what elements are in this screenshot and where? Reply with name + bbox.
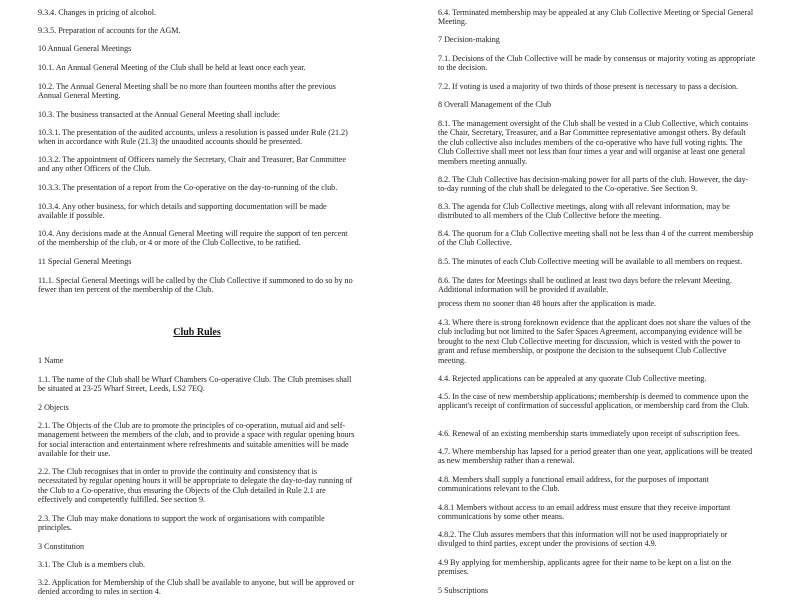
paragraph: 8.6. The dates for Meetings shall be outlined at least two days before the relevant Meeting. Additional information will be provided if available. — [438, 276, 732, 295]
paragraph: 4.8.1 Members without access to an email address must ensure that they receive important communications by some other means. — [438, 503, 731, 522]
section-heading: 5 Subscriptions — [438, 586, 489, 595]
paragraph: 4.9 By applying for membership, applicants agree for their name to be kept on a list on the premises. — [438, 558, 732, 577]
paragraph: 4.4. Rejected applications can be appealed at any quorate Club Collective meeting. — [438, 374, 707, 383]
paragraph: 10.3.3. The presentation of a report from the Co-operative on the day-to-running of the club. — [38, 183, 338, 192]
paragraph: 3.1. The Club is a members club. — [38, 560, 146, 569]
paragraph: 2.3. The Club may make donations to support the work of organisations with compatible principles. — [38, 514, 325, 533]
paragraph: 10.3.2. The appointment of Officers namely the Secretary, Chair and Treasurer, Bar Committee and any other Officers of the Club. — [38, 155, 346, 174]
section-heading: 2 Objects — [38, 403, 69, 412]
paragraph: 8.4. The quorum for a Club Collective meeting shall not be less than 4 of the current membership of the Club Collective. — [438, 229, 754, 248]
paragraph: 2.2. The Club recognises that in order to provide the continuity and consistency that is necessitated by regular opening hours it will be appropriate to delegate the day-to-day running of the Club to a Co-operative, thus ensuring the Objects of the Club detailed in Rule 2.1 are effectively and competently fulfilled. See section 9. — [38, 467, 353, 505]
paragraph: 8.3. The agenda for Club Collective meetings, along with all relevant information, may be distributed to all members of the Club Collective before the meeting. — [438, 202, 730, 221]
paragraph: 1.1. The name of the Club shall be Wharf Chambers Co-operative Club. The Club premises shall be situated at 23-25 Wharf Street, Leeds, LS2 7EQ. — [38, 375, 352, 394]
paragraph: 8.2. The Club Collective has decision-making power for all parts of the club. However, the day-to-day running of the club shall be delegated to the Co-operative. See Section 9. — [438, 175, 749, 194]
paragraph: 4.3. Where there is strong foreknown evidence that the applicant does not share the values of the club including but not limited to the Safer Spaces Agreement, accompanying evidence will be brought to the next Club Collective meeting for discussion, which is vested with the power to grant and refuse membership, or postpone the decision to the subsequent Club Collective meeting. — [438, 318, 751, 365]
paragraph: 8.1. The management oversight of the Club shall be vested in a Club Collective, which contains the Chair, Secretary, Treasurer, and a Bar Committee representative amongst others. By default the club collective also includes members of the co-operative who have full voting rights. The Club Collective shall meet not less than four times a year and will organise at least one general members meeting annually. — [438, 119, 749, 166]
paragraph: 7.2. If voting is used a majority of two thirds of those present is necessary to pass a decision. — [438, 82, 739, 91]
paragraph: 10.1. An Annual General Meeting of the Club shall be held at least once each year. — [38, 63, 306, 72]
section-heading: 10 Annual General Meetings — [38, 44, 132, 53]
paragraph: 10.3.1. The presentation of the audited accounts, unless a resolution is passed under Rule (21.2) when in accordance with Rule (21.3) the unaudited accounts should be presented. — [38, 128, 348, 147]
paragraph: 10.4. Any decisions made at the Annual General Meeting will require the support of ten percent of the membership of the club, or 4 or more of the Club Collective, to be ratified. — [38, 229, 348, 248]
section-heading: 1 Name — [38, 356, 64, 365]
paragraph: 9.3.5. Preparation of accounts for the AGM. — [38, 26, 181, 35]
paragraph: 9.3.4. Changes in pricing of alcohol. — [38, 8, 157, 17]
paragraph: 3.2. Application for Membership of the Club shall be available to anyone, but will be approved or denied according to rules in section 4. — [38, 578, 355, 597]
section-heading: 7 Decision-making — [438, 35, 500, 44]
club-rules-title: Club Rules — [173, 327, 221, 338]
paragraph: 10.3. The business transacted at the Annual General Meeting shall include: — [38, 110, 281, 119]
paragraph: 11.1. Special General Meetings will be called by the Club Collective if summoned to do so by no fewer than ten percent of the membership of the Club. — [38, 276, 353, 295]
paragraph: 7.1. Decisions of the Club Collective will be made by consensus or majority voting as appropriate to the decision. — [438, 54, 756, 73]
paragraph: 2.1. The Objects of the Club are to promote the principles of co-operation, mutual aid and self-management between the members of the club, and to provide a space with regular opening hours for social interaction and entertainment where refreshments and suitable amenities will be made available for their use. — [38, 421, 355, 459]
section-heading: 11 Special General Meetings — [38, 257, 132, 266]
paragraph: 10.3.4. Any other business, for which details and supporting documentation will be made available if possible. — [38, 202, 327, 221]
section-heading: 8 Overall Management of the Club — [438, 100, 552, 109]
paragraph: 6.4. Terminated membership may be appealed at any Club Collective Meeting or Special General Meeting. — [438, 8, 754, 27]
paragraph: 4.8.2. The Club assures members that this information will not be used inappropriately or divulged to third parties, except under the provisions of section 4.9. — [438, 530, 728, 549]
paragraph: 10.2. The Annual General Meeting shall be no more than fourteen months after the previous Annual General Meeting. — [38, 82, 336, 101]
paragraph: 4.8. Members shall supply a functional email address, for the purposes of important communications relevant to the Club. — [438, 475, 709, 494]
paragraph: process them no sooner than 48 hours after the application is made. — [438, 299, 657, 308]
section-heading: 3 Constitution — [38, 542, 85, 551]
paragraph: 4.7. Where membership has lapsed for a period greater than one year, applications will be treated as new membership rather than a renewal. — [438, 447, 753, 466]
paragraph: 8.5. The minutes of each Club Collective meeting will be available to all members on request. — [438, 257, 743, 266]
paragraph: 4.6. Renewal of an existing membership starts immediately upon receipt of subscription fees. — [438, 429, 740, 438]
paragraph: 4.5. In the case of new membership applications; membership is deemed to commence upon the applicant's receipt of confirmation of successful application, or membership card from the Club. — [438, 392, 750, 411]
